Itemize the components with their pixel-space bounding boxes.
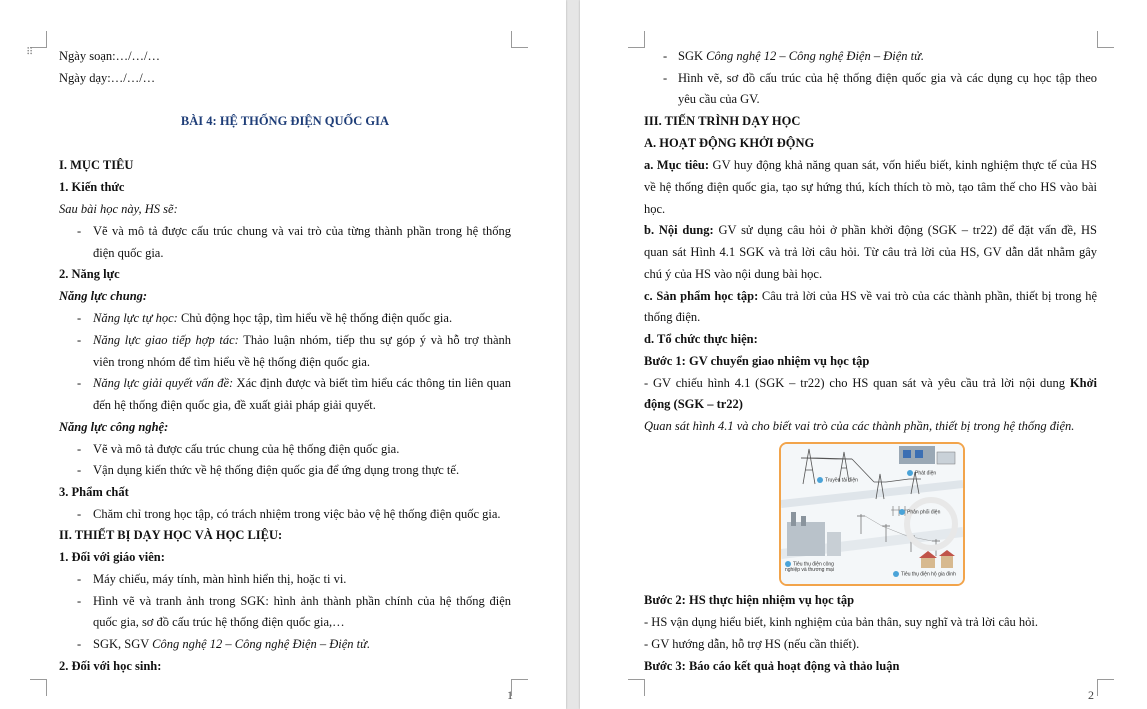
- figure-label: Truyền tải điện: [817, 477, 858, 483]
- margin-mark-bottom-left: [30, 679, 47, 696]
- step-2-line-2[interactable]: - GV hướng dẫn, hỗ trợ HS (nếu cần thiết).: [644, 637, 860, 651]
- heading-competency[interactable]: 2. Năng lực: [59, 267, 120, 281]
- product-line-2[interactable]: thống điện.: [644, 310, 701, 324]
- bullet-dash: -: [77, 637, 82, 651]
- tech-item-2[interactable]: Vận dụng kiến thức về hệ thống điện quốc gia để ứng dụng trong thực tế.: [93, 463, 460, 477]
- goal-line-3[interactable]: học.: [644, 202, 666, 216]
- content-line-2[interactable]: quan sát Hình 4.1 SGK và trả lời câu hỏi. Từ câu trả lời của HS, GV dẫn dắt nhằm gây: [644, 245, 1097, 259]
- competency-collaboration-cont[interactable]: viên trong nhóm để tìm hiểu về hệ thống điện quốc gia.: [93, 355, 371, 369]
- document-page-1: [0, 0, 566, 709]
- date-prepared[interactable]: Ngày soạn:…/…/…: [59, 49, 161, 63]
- content-line-3[interactable]: chú ý của HS vào nội dung bài học.: [644, 267, 823, 281]
- bullet-dash: -: [77, 572, 82, 586]
- knowledge-item[interactable]: Vẽ và mô tả được cấu trúc chung và vai trò của từng thành phần trong hệ thống: [93, 224, 511, 238]
- bullet-dash: -: [77, 507, 82, 521]
- step-1-line-1[interactable]: - GV chiếu hình 4.1 (SGK – tr22) cho HS quan sát và yêu cầu trả lời nội dung Khởi: [644, 376, 1097, 390]
- competency-problem-solving-cont[interactable]: đến hệ thống điện quốc gia, đề xuất giải pháp giải quyết.: [93, 398, 376, 412]
- margin-mark-bottom-right: [1097, 679, 1114, 696]
- heading-objectives[interactable]: I. MỤC TIÊU: [59, 158, 134, 172]
- heading-process[interactable]: III. TIẾN TRÌNH DẠY HỌC: [644, 114, 801, 128]
- competency-collaboration[interactable]: Năng lực giao tiếp hợp tác: Thảo luận nhóm, tiếp thu sự góp ý và hỗ trợ thành: [93, 333, 512, 347]
- student-item-2-cont[interactable]: yêu cầu của GV.: [678, 92, 760, 106]
- teacher-item-1[interactable]: Máy chiếu, máy tính, màn hình hiển thị, hoặc ti vi.: [93, 572, 347, 586]
- margin-mark-top-left: [628, 31, 645, 48]
- bullet-dash: -: [663, 71, 668, 85]
- step-2-heading[interactable]: Bước 2: HS thực hiện nhiệm vụ học tập: [644, 593, 855, 607]
- document-page-2: [580, 0, 1147, 709]
- quality-item[interactable]: Chăm chỉ trong học tập, có trách nhiệm trong việc bảo vệ hệ thống điện quốc gia.: [93, 507, 501, 521]
- step-3-heading[interactable]: Bước 3: Báo cáo kết quả hoạt động và thảo luận: [644, 659, 900, 673]
- heading-qualities[interactable]: 3. Phẩm chất: [59, 485, 129, 499]
- bullet-dash: -: [77, 311, 82, 325]
- table-move-handle-icon[interactable]: ⠿: [26, 47, 35, 58]
- step-1-heading[interactable]: Bước 1: GV chuyển giao nhiệm vụ học tập: [644, 354, 870, 368]
- teacher-item-2[interactable]: Hình vẽ và tranh ảnh trong SGK: hình ảnh thành phần chính của hệ thống điện: [93, 594, 511, 608]
- step-1-line-2[interactable]: động (SGK – tr22): [644, 397, 743, 411]
- lesson-title[interactable]: BÀI 4: HỆ THỐNG ĐIỆN QUỐC GIA: [180, 114, 390, 128]
- student-item-1[interactable]: SGK Công nghệ 12 – Công nghệ Điện – Điện tử.: [678, 49, 925, 63]
- heading-equipment[interactable]: II. THIẾT BỊ DẠY HỌC VÀ HỌC LIỆU:: [59, 528, 283, 542]
- heading-warmup[interactable]: A. HOẠT ĐỘNG KHỞI ĐỘNG: [644, 136, 815, 150]
- bullet-dash: -: [77, 333, 82, 347]
- student-item-2[interactable]: Hình vẽ, sơ đồ cấu trúc của hệ thống điện quốc gia và các dụng cụ học tập theo: [678, 71, 1097, 85]
- figure-label: Phân phối điện: [899, 509, 940, 515]
- power-system-figure[interactable]: [779, 442, 965, 586]
- content-line-1[interactable]: b. Nội dung: GV sử dụng câu hỏi ở phần khởi động (SGK – tr22) để đặt vấn đề, HS: [644, 223, 1097, 237]
- page-number: 2: [1088, 688, 1094, 702]
- bullet-dash: -: [77, 376, 82, 390]
- date-taught[interactable]: Ngày dạy:…/…/…: [59, 71, 156, 85]
- goal-line-2[interactable]: về hệ thống điện quốc gia, tạo sự hứng thú, kích thích tò mò, tạo tâm thế cho HS vào bài: [644, 180, 1097, 194]
- heading-tech-competency[interactable]: Năng lực công nghệ:: [59, 420, 169, 434]
- teacher-item-3[interactable]: SGK, SGV Công nghệ 12 – Công nghệ Điện – Điện tử.: [93, 637, 371, 651]
- page-number: 1: [507, 688, 513, 702]
- figure-label: Phát điện: [907, 470, 936, 476]
- intro-text[interactable]: Sau bài học này, HS sẽ:: [59, 202, 178, 216]
- margin-mark-top-left: [30, 31, 47, 48]
- bullet-dash: -: [77, 594, 82, 608]
- figure-label: Tiêu thụ điện hộ gia đình: [893, 571, 956, 577]
- product-line-1[interactable]: c. Sản phẩm học tập: Câu trả lời của HS về vai trò của các thành phần, thiết bị trong hệ: [644, 289, 1098, 303]
- goal-line-1[interactable]: a. Mục tiêu: GV huy động khả năng quan sát, vốn hiểu biết, kinh nghiệm thực tế của HS: [644, 158, 1097, 172]
- heading-teacher[interactable]: 1. Đối với giáo viên:: [59, 550, 165, 564]
- margin-mark-bottom-left: [628, 679, 645, 696]
- question-text[interactable]: Quan sát hình 4.1 và cho biết vai trò của các thành phần, thiết bị trong hệ thống điện.: [644, 419, 1075, 433]
- heading-organization[interactable]: d. Tổ chức thực hiện:: [644, 332, 758, 346]
- competency-problem-solving[interactable]: Năng lực giải quyết vấn đề: Xác định được và biết tìm hiểu các thông tin liên quan: [93, 376, 511, 390]
- competency-self-study[interactable]: Năng lực tự học: Chủ động học tập, tìm hiểu về hệ thống điện quốc gia.: [93, 311, 453, 325]
- heading-general-competency[interactable]: Năng lực chung:: [59, 289, 148, 303]
- bullet-dash: -: [77, 463, 82, 477]
- bullet-dash: -: [77, 224, 82, 238]
- tech-item-1[interactable]: Vẽ và mô tả được cấu trúc chung của hệ thống điện quốc gia.: [93, 442, 400, 456]
- heading-knowledge[interactable]: 1. Kiến thức: [59, 180, 125, 194]
- knowledge-item-cont[interactable]: điện quốc gia.: [93, 246, 164, 260]
- step-2-line-1[interactable]: - HS vận dụng hiểu biết, kinh nghiệm của bản thân, suy nghĩ và trả lời câu hỏi.: [644, 615, 1039, 629]
- margin-mark-top-right: [1097, 31, 1114, 48]
- teacher-item-2-cont[interactable]: quốc gia, sơ đồ cấu trúc hệ thống điện quốc gia,…: [93, 615, 345, 629]
- figure-label: Tiêu thụ điện công nghiệp và thương mại: [785, 561, 834, 574]
- margin-mark-top-right: [511, 31, 528, 48]
- bullet-dash: -: [663, 49, 668, 63]
- bullet-dash: -: [77, 442, 82, 456]
- heading-student[interactable]: 2. Đối với học sinh:: [59, 659, 162, 673]
- margin-mark-bottom-right: [511, 679, 528, 696]
